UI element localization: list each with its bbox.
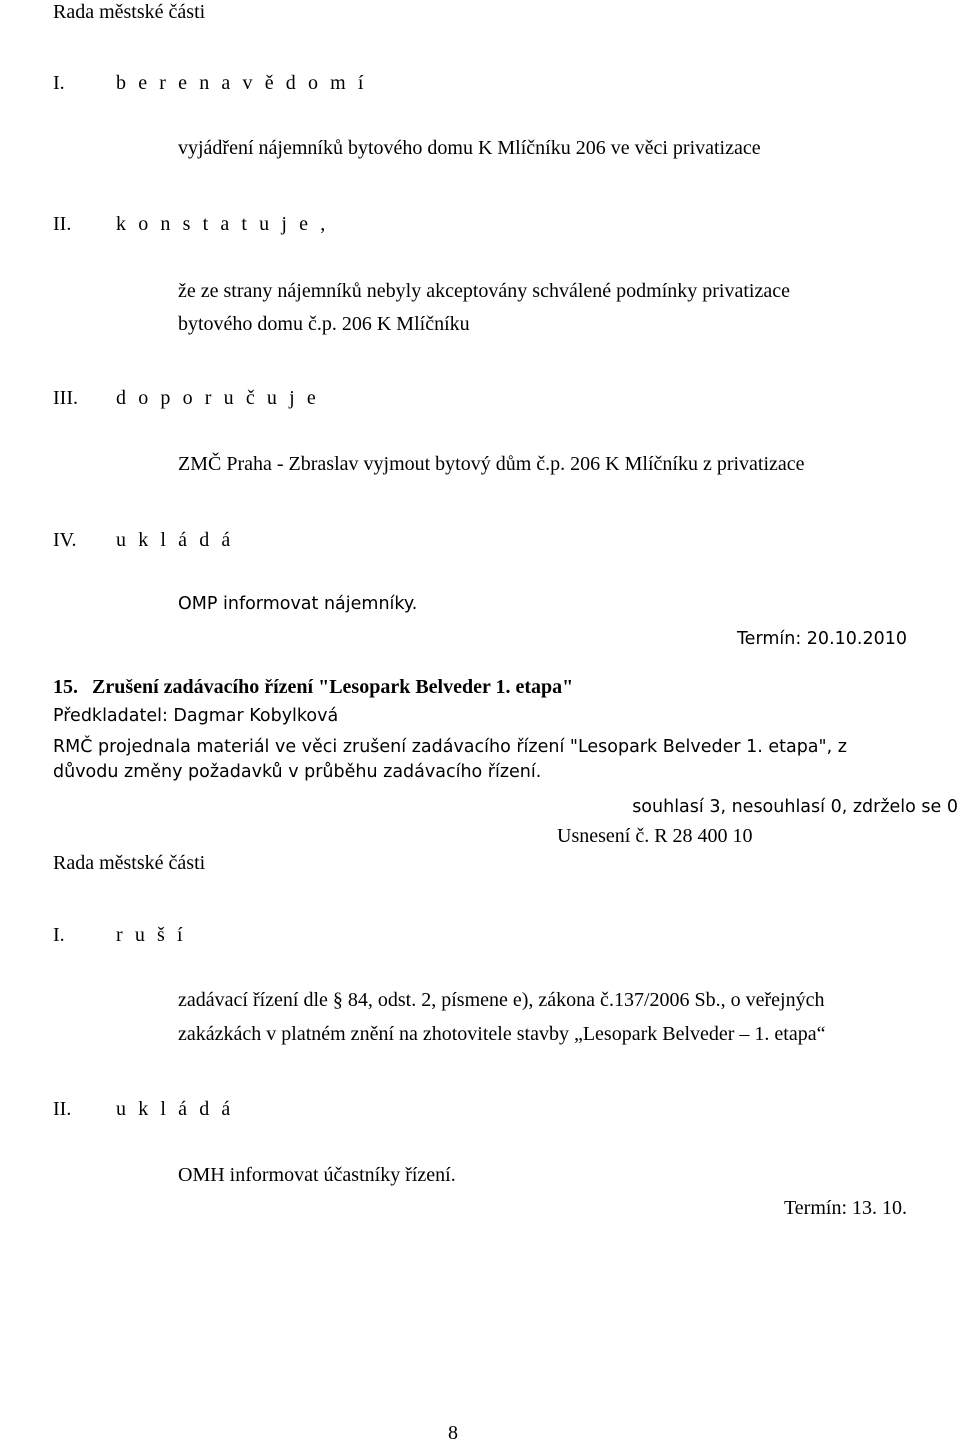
council-heading: Rada městské části: [53, 852, 206, 874]
item-number: II.: [53, 213, 72, 235]
resolution-verb: u k l á d á: [116, 1098, 234, 1120]
item-number: II.: [53, 1098, 72, 1120]
item-number: I.: [53, 924, 65, 946]
resolution-text: vyjádření nájemníků bytového domu K Mlíčníku 206 ve věci privatizace: [178, 137, 761, 159]
resolution-verb: k o n s t a t u j e ,: [116, 213, 329, 235]
council-heading: Rada městské části: [53, 1, 206, 23]
resolution-verb: b e r e n a v ě d o m í: [116, 72, 368, 94]
resolution-text: ZMČ Praha - Zbraslav vyjmout bytový dům č.p. 206 K Mlíčníku z privatizace: [178, 453, 805, 475]
item-number: III.: [53, 387, 78, 409]
resolution-text: že ze strany nájemníků nebyly akceptovány schválené podmínky privatizace: [178, 280, 790, 302]
resolution-number: Usnesení č. R 28 400 10: [557, 825, 753, 847]
resolution-text: OMP informovat nájemníky.: [178, 594, 418, 614]
vote-result: souhlasí 3, nesouhlasí 0, zdrželo se 0: [632, 797, 958, 817]
description-line: důvodu změny požadavků v průběhu zadávacího řízení.: [53, 762, 542, 782]
agenda-item-number: 15.: [53, 676, 78, 698]
item-number: I.: [53, 72, 65, 94]
agenda-item-title: Zrušení zadávacího řízení "Lesopark Belveder 1. etapa": [92, 676, 574, 698]
submitter: Předkladatel: Dagmar Kobylková: [53, 706, 339, 726]
resolution-text: bytového domu č.p. 206 K Mlíčníku: [178, 313, 470, 335]
resolution-text: zakázkách v platném znění na zhotovitele stavby „Lesopark Belveder – 1. etapa“: [178, 1023, 826, 1045]
resolution-verb: r u š í: [116, 924, 187, 946]
item-number: IV.: [53, 529, 77, 551]
deadline: Termín: 20.10.2010: [736, 629, 907, 649]
resolution-text: zadávací řízení dle § 84, odst. 2, písmene e), zákona č.137/2006 Sb., o veřejných: [178, 989, 825, 1011]
page-number: 8: [448, 1422, 458, 1444]
resolution-text: OMH informovat účastníky řízení.: [178, 1164, 456, 1186]
deadline: Termín: 13. 10.: [783, 1197, 907, 1219]
description-line: RMČ projednala materiál ve věci zrušení zadávacího řízení "Lesopark Belveder 1. etapa", z: [53, 737, 847, 757]
resolution-verb: u k l á d á: [116, 529, 234, 551]
resolution-verb: d o p o r u č u j e: [116, 387, 320, 409]
